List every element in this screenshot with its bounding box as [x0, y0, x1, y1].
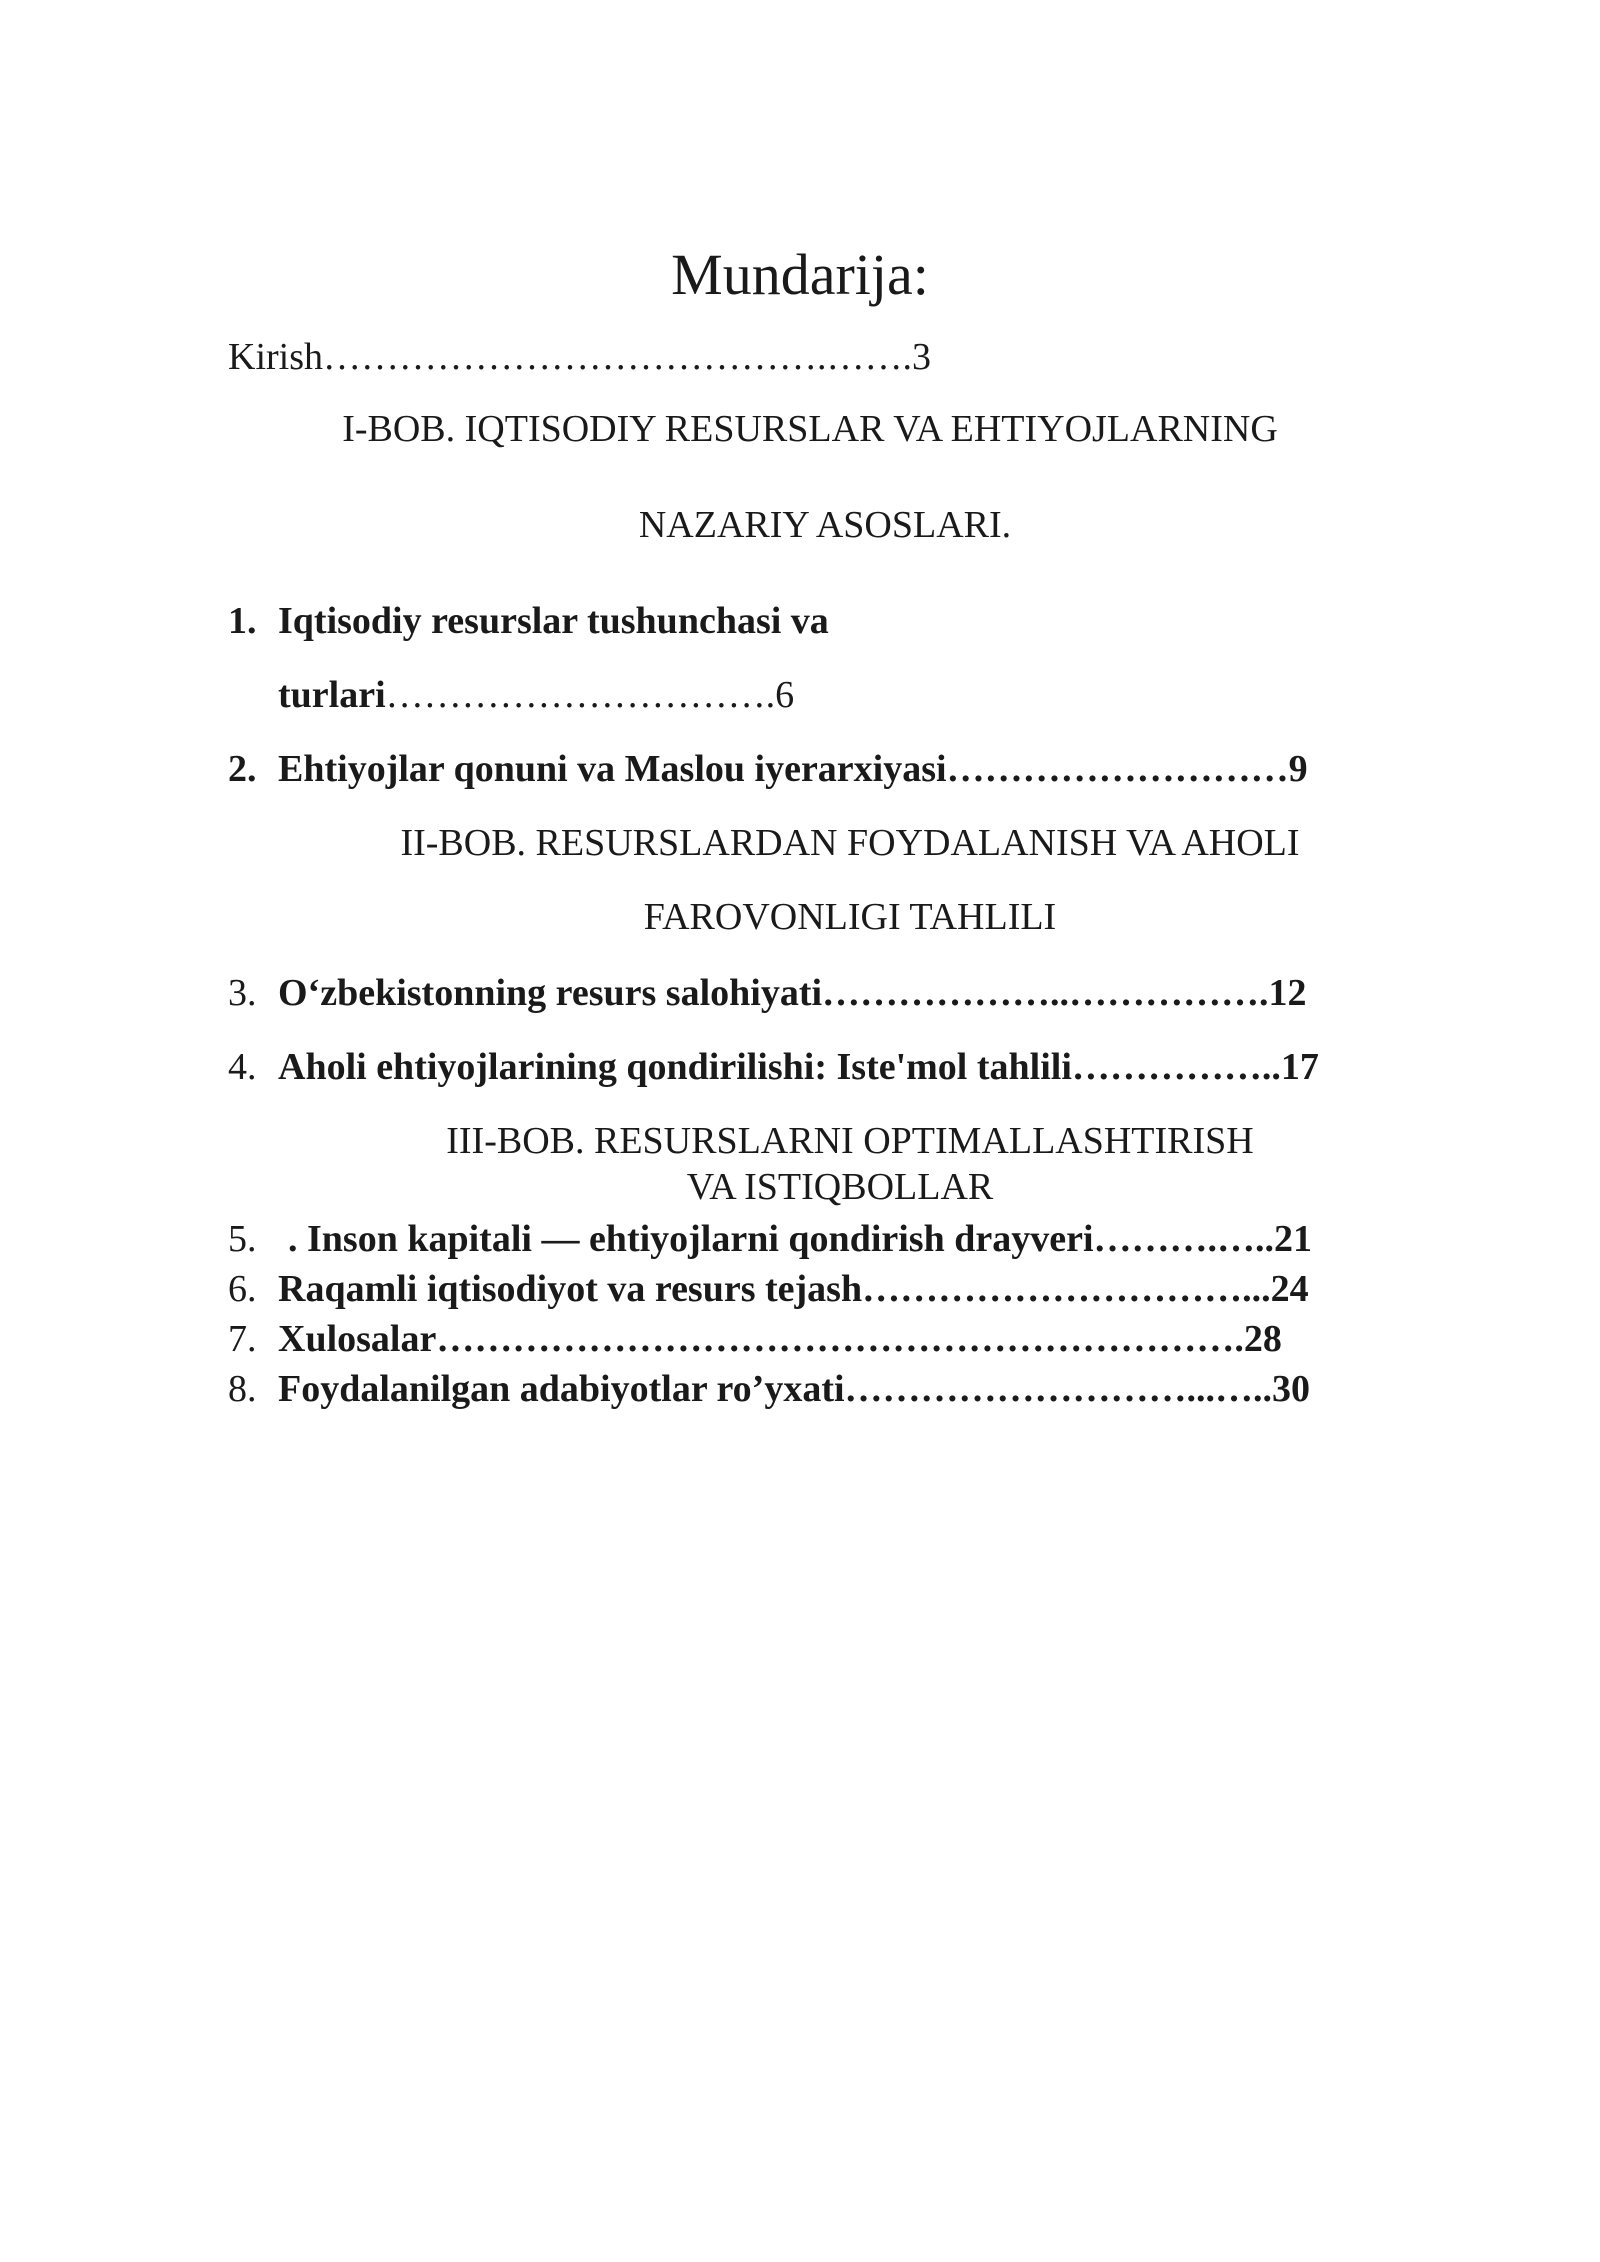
toc-item-8 [0, 1366, 1600, 1412]
toc-intro-dots: ………………………………….……. [323, 336, 912, 378]
page-title: Mundarija: [671, 242, 929, 307]
toc-item-7 [0, 1316, 1600, 1362]
toc-item-number: 2. [228, 748, 257, 790]
toc-item-number: 3. [228, 972, 257, 1014]
toc-intro-page: 3 [912, 336, 931, 378]
toc-item-text: Iqtisodiy resurslar tushunchasi va [278, 600, 829, 642]
toc-item-text: Aholi ehtiyojlarining qondirilishi: Iste'mol tahlili……………..17 [278, 1046, 1319, 1088]
toc-item-3 [0, 970, 1600, 1016]
toc-item-1-continuation [278, 672, 794, 718]
chapter1-heading-line2: NAZARIY ASOSLARI. [638, 504, 1012, 546]
toc-item-4 [0, 1044, 1600, 1090]
toc-item-text: Foydalanilgan adabiyotlar ro’yxati………………………...…..30 [278, 1368, 1311, 1410]
toc-item-number: 8. [228, 1368, 257, 1410]
toc-item-number: 6. [228, 1268, 257, 1310]
toc-item-page: 6 [775, 674, 795, 716]
toc-item-number: 1. [228, 600, 257, 642]
toc-item-number: 7. [228, 1318, 257, 1360]
toc-item-2 [0, 746, 1600, 792]
toc-item-number: 4. [228, 1046, 257, 1088]
chapter3-heading-line1: III-BOB. RESURSLARNI OPTIMALLASHTIRISH [446, 1120, 1254, 1162]
toc-intro-label: Kirish [228, 336, 323, 378]
toc-item-text: Xulosalar……………………………………………………….28 [278, 1318, 1282, 1360]
toc-item-text: . Inson kapitali — ehtiyojlarni qondirish drayveri……….…..21 [288, 1218, 1313, 1260]
toc-item-text: Raqamli iqtisodiyot va resurs tejash…………………………...24 [278, 1268, 1309, 1310]
chapter2-heading-line1: II-BOB. RESURSLARDAN FOYDALANISH VA AHOLI [400, 822, 1300, 864]
chapter1-heading-line1: I-BOB. IQTISODIY RESURSLAR VA EHTIYOJLARNING [342, 408, 1278, 450]
toc-item-number: 5. [228, 1218, 257, 1260]
chapter3-heading-line2: VA ISTIQBOLLAR [686, 1166, 994, 1208]
chapter2-heading-line2: FAROVONLIGI TAHLILI [643, 896, 1057, 938]
toc-item-6 [0, 1266, 1600, 1312]
toc-item-5 [0, 1216, 1600, 1262]
toc-item-1 [0, 598, 1600, 644]
toc-item-text: Ehtiyojlar qonuni va Maslou iyerarxiyasi………………………9 [278, 748, 1308, 790]
toc-item-text: turlari [278, 674, 386, 716]
toc-item-dots: …………………………. [385, 674, 776, 716]
toc-item-text: O‘zbekistonning resurs salohiyati………………..…………….12 [278, 972, 1307, 1014]
toc-intro [228, 334, 931, 380]
